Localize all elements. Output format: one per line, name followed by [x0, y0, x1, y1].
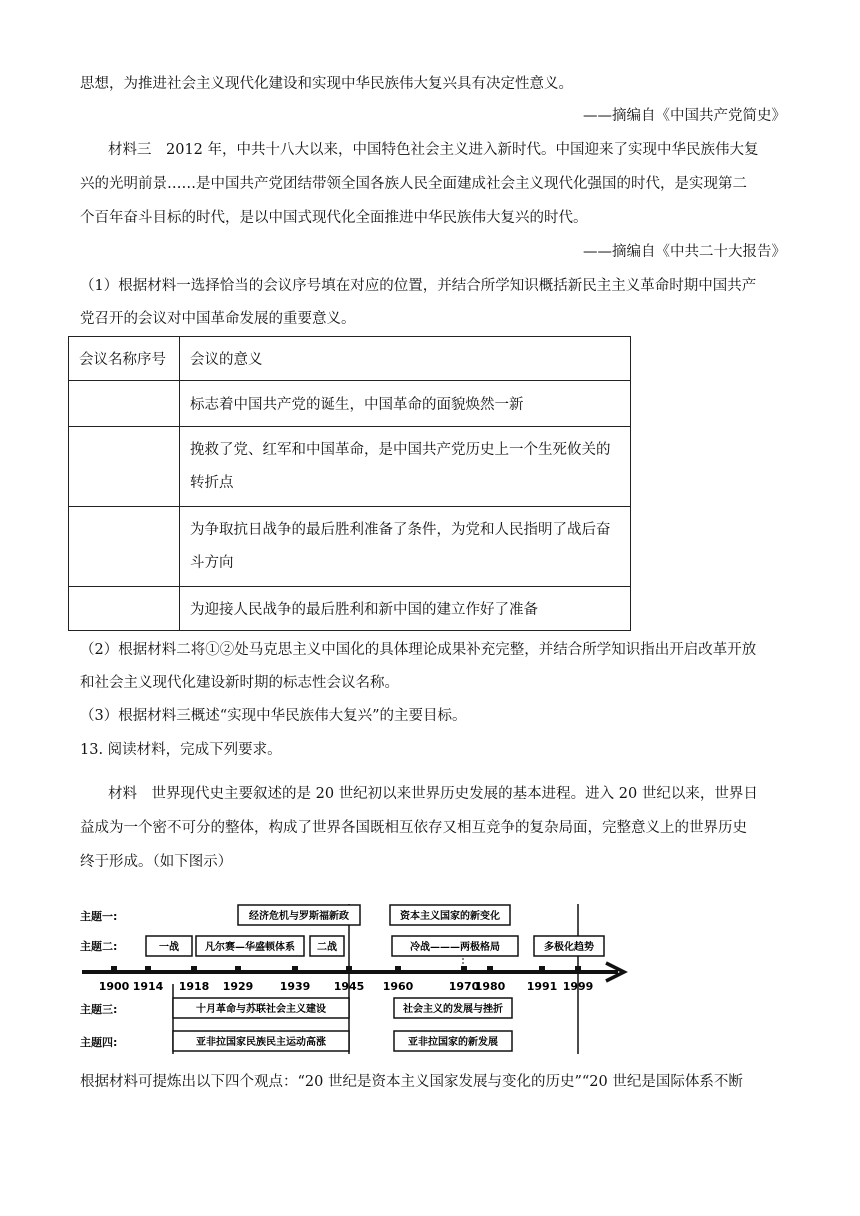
theme-label: 主题四:: [80, 1036, 118, 1049]
meaning-text: 斗方向: [190, 554, 234, 571]
box-label: 二战: [317, 942, 337, 953]
material-three-line: 材料三 2012 年，中共十八大以来，中国特色社会主义进入新时代。中国迎来了实现中华民族伟大复: [108, 142, 759, 158]
question-1-line: 党召开的会议对中国革命发展的重要意义。: [80, 311, 356, 327]
year-tick: [487, 966, 493, 974]
box-label: 十月革命与苏联社会主义建设: [196, 1004, 326, 1015]
box-label: 社会主义的发展与挫折: [403, 1004, 503, 1015]
question-3: （3）根据材料三概述“实现中华民族伟大复兴”的主要目标。: [80, 708, 467, 724]
box-label: 资本主义国家的新变化: [400, 911, 500, 922]
year-tick: [346, 966, 352, 974]
box-label: 多极化趋势: [544, 942, 594, 953]
meaning-text: 为迎接人民战争的最后胜利和新中国的建立作好了准备: [190, 602, 538, 618]
material-three-line: 个百年奋斗目标的时代，是以中国式现代化全面推进中华民族伟大复兴的时代。: [80, 210, 588, 226]
material-three-line: 兴的光明前景……是中国共产党团结带领全国各族人民全面建成社会主义现代化强国的时代，是实现第二: [80, 176, 747, 192]
header-cell: 会议名称序号: [69, 337, 180, 381]
answer-cell[interactable]: [69, 507, 180, 587]
answer-cell[interactable]: [69, 587, 180, 631]
table-row: [69, 587, 631, 631]
meaning-cell: [180, 507, 631, 587]
year-label: 1960: [382, 980, 414, 993]
box-label: 亚非拉国家的新发展: [408, 1037, 498, 1048]
question-1-line: （1）根据材料一选择恰当的会议序号填在对应的位置，并结合所学知识概括新民主主义革命时期中国共产: [80, 278, 757, 294]
world-history-timeline: [78, 892, 638, 1058]
meaning-cell: [180, 587, 631, 631]
year-tick: [191, 966, 197, 974]
paragraph-line: 根据材料可提炼出以下四个观点：“20 世纪是资本主义国家发展与变化的历史”“20 世纪是国际体系不断: [80, 1074, 743, 1090]
year-tick: [395, 966, 401, 974]
table-header-row: [69, 337, 631, 381]
year-tick: [539, 966, 545, 974]
year-label: 1945: [333, 980, 365, 993]
material-line: 材料 世界现代史主要叙述的是 20 世纪初以来世界历史发展的基本进程。进入 20 世纪以来，世界日: [108, 786, 758, 802]
meaning-text: 标志着中国共产党的诞生，中国革命的面貌焕然一新: [190, 397, 524, 413]
box-label: 冷战———两极格局: [410, 942, 500, 953]
meaning-cell: [180, 381, 631, 427]
box-label: 凡尔赛—华盛顿体系: [205, 942, 295, 953]
box-label: 经济危机与罗斯福新政: [249, 911, 349, 922]
year-label: 1980: [474, 980, 506, 993]
meeting-table: [68, 336, 631, 631]
year-tick: [145, 966, 151, 974]
question-13-title: 13. 阅读材料，完成下列要求。: [80, 742, 282, 758]
year-label: 1900: [98, 980, 130, 993]
year-label: 1939: [279, 980, 311, 993]
table-row: [69, 381, 631, 427]
year-tick: [111, 966, 117, 974]
year-label: 1991: [526, 980, 558, 993]
year-tick: [292, 966, 298, 974]
meaning-text: 转折点: [190, 474, 234, 491]
theme-label: 主题二:: [80, 940, 118, 953]
year-tick: [235, 966, 241, 974]
year-label: 1918: [178, 980, 210, 993]
meaning-text: 为争取抗日战争的最后胜利准备了条件，为党和人民指明了战后奋: [190, 521, 611, 538]
question-2-line: （2）根据材料二将①②处马克思主义中国化的具体理论成果补充完整，并结合所学知识指出开启改革开放: [80, 642, 757, 658]
year-tick: [461, 966, 467, 974]
paragraph-line: 思想，为推进社会主义现代化建设和实现中华民族伟大复兴具有决定性意义。: [80, 76, 573, 92]
table-row: [69, 507, 631, 587]
answer-cell[interactable]: [69, 381, 180, 427]
box-label: 一战: [159, 942, 179, 953]
question-2-line: 和社会主义现代化建设新时期的标志性会议名称。: [80, 675, 399, 691]
material-line: 益成为一个密不可分的整体，构成了世界各国既相互依存又相互竞争的复杂局面，完整意义上的世界历史: [80, 820, 747, 836]
answer-cell[interactable]: [69, 427, 180, 507]
theme-label: 主题一:: [80, 910, 118, 923]
source-citation: ——摘编自《中国共产党简史》: [583, 108, 786, 124]
table-row: [69, 427, 631, 507]
material-line: 终于形成。（如下图示）: [80, 854, 233, 870]
meaning-text: 挽救了党、红军和中国革命，是中国共产党历史上一个生死攸关的: [190, 441, 611, 458]
year-label: 1970: [448, 980, 480, 993]
meaning-cell: [180, 427, 631, 507]
year-label: 1914: [132, 980, 164, 993]
theme-label: 主题三:: [80, 1003, 118, 1016]
header-cell: 会议的意义: [180, 337, 631, 381]
year-tick: [575, 966, 581, 974]
timeline-diagram: [78, 892, 638, 1058]
box-label: 亚非拉国家民族民主运动高涨: [196, 1037, 326, 1048]
source-citation: ——摘编自《中共二十大报告》: [583, 244, 786, 260]
year-label: 1929: [222, 980, 254, 993]
year-label: 1999: [562, 980, 594, 993]
